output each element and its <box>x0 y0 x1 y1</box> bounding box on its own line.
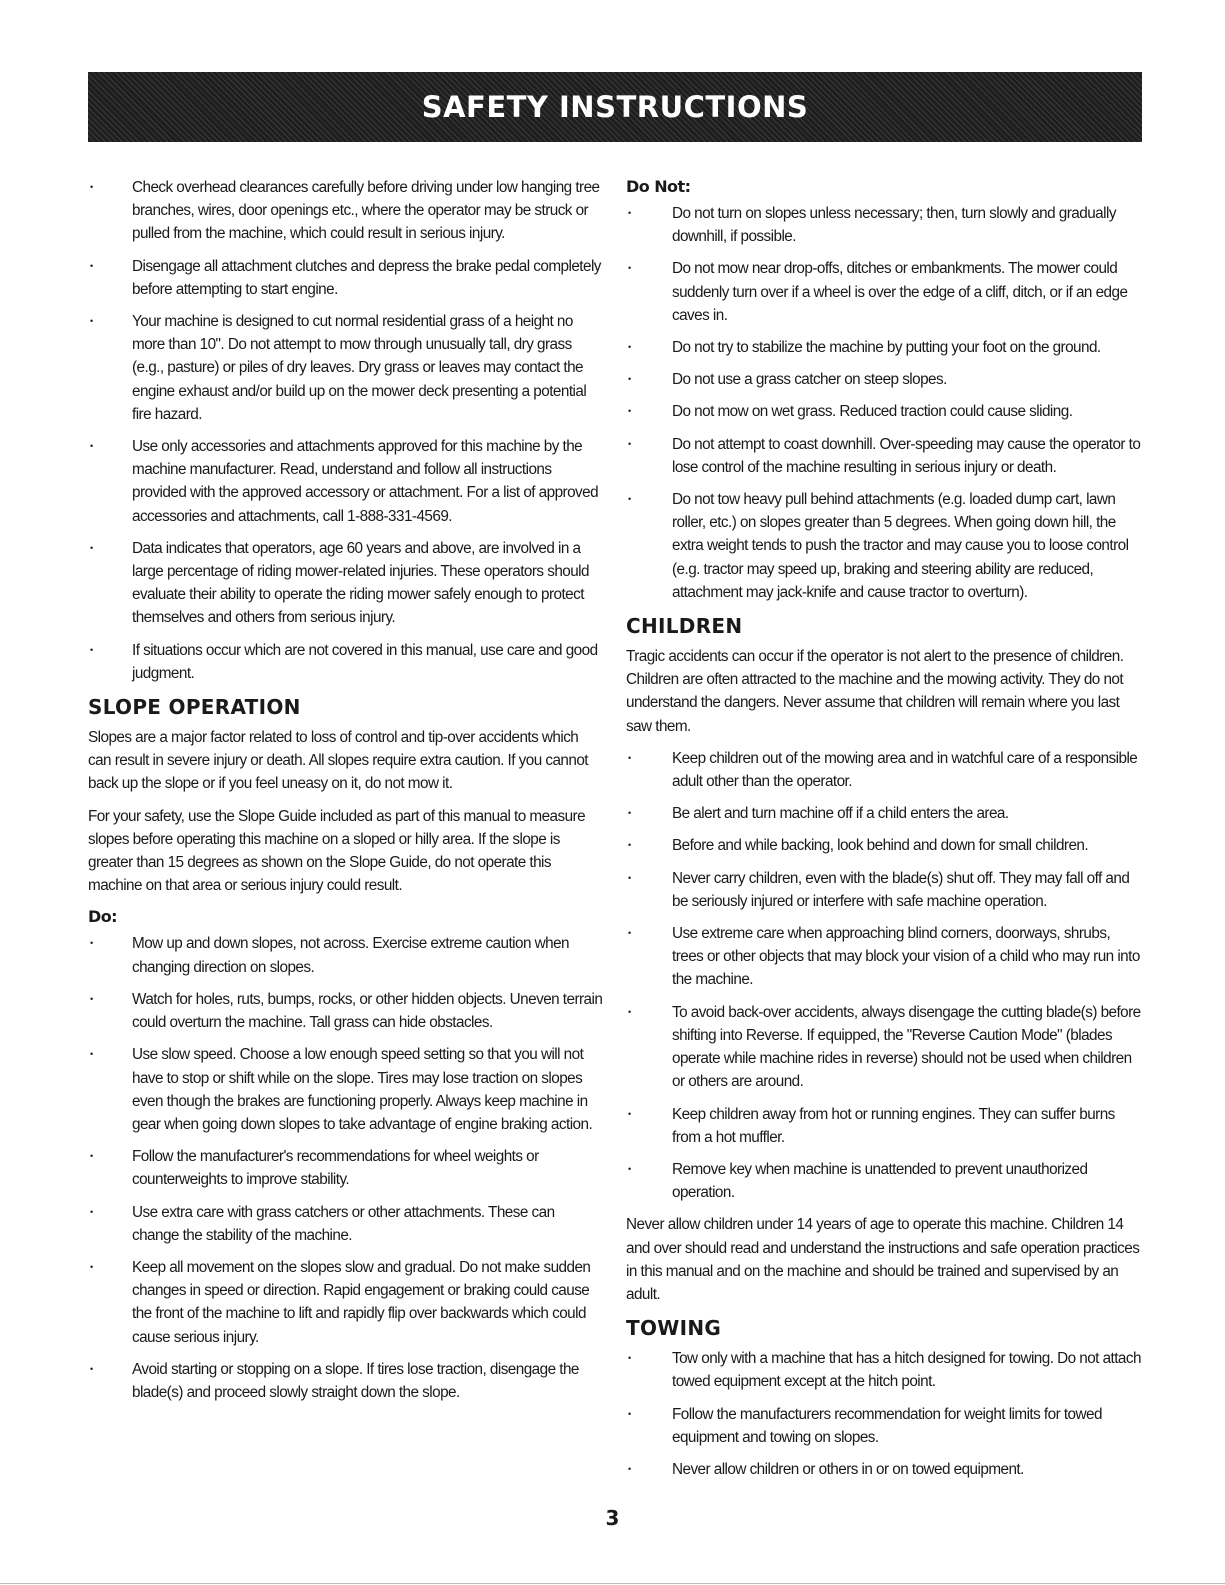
page-title: SAFETY INSTRUCTIONS <box>421 90 809 124</box>
list-item: • Follow the manufacturers recommendation for weight limits for towed equipment and towing on slopes. <box>626 1403 1144 1449</box>
list-item: • Avoid starting or stopping on a slope. If tires lose traction, disengage the blade(s) and proceed slowly straight down the slope. <box>88 1358 604 1404</box>
list-item: • Be alert and turn machine off if a child enters the area. <box>626 802 1144 825</box>
list-item: • Keep all movement on the slopes slow and gradual. Do not make sudden changes in speed or direction. Rapid engagement or braking could cause the front of the machine to lift and rapidly flip over backwards which could cause serious injury. <box>88 1256 604 1349</box>
intro-bullet-list <box>88 176 604 685</box>
list-item: • Follow the manufacturer's recommendations for wheel weights or counterweights to improve stability. <box>88 1145 604 1191</box>
right-column <box>626 176 1144 1490</box>
list-item: • Data indicates that operators, age 60 years and above, are involved in a large percentage of riding mower-related injuries. These operators should evaluate their ability to operate the riding mower safely enough to protect themselves and others from serious injury. <box>88 537 604 630</box>
list-item: • Do not use a grass catcher on steep slopes. <box>626 368 1144 391</box>
do-heading: Do: <box>88 907 118 927</box>
list-item: • Before and while backing, look behind and down for small children. <box>626 834 1144 857</box>
list-item: • Use only accessories and attachments approved for this machine by the machine manufacturer. Read, understand and follow all instructions provided with the approved accessory or attachment. For a list of approved accessories and attachments, call 1-888-331-4569. <box>88 435 604 528</box>
list-item: • Tow only with a machine that has a hitch designed for towing. Do not attach towed equipment except at the hitch point. <box>626 1347 1144 1393</box>
header-banner <box>88 72 1142 142</box>
list-item: • Use extreme care when approaching blind corners, doorways, shrubs, trees or other objects that may block your vision of a child who may run into the machine. <box>626 922 1144 992</box>
left-column <box>88 176 604 1413</box>
list-item: • To avoid back-over accidents, always disengage the cutting blade(s) before shifting into Reverse. If equipped, the "Reverse Caution Mode" (blades operate while machine rides in reverse) should not be used when children or others are around. <box>626 1001 1144 1094</box>
list-item: • Do not attempt to coast downhill. Over-speeding may cause the operator to lose control of the machine resulting in serious injury or death. <box>626 433 1144 479</box>
list-item: • Use extra care with grass catchers or other attachments. These can change the stability of the machine. <box>88 1201 604 1247</box>
list-item: • Do not try to stabilize the machine by putting your foot on the ground. <box>626 336 1144 359</box>
list-item: • Mow up and down slopes, not across. Exercise extreme caution when changing direction on slopes. <box>88 932 604 978</box>
list-item: • Keep children out of the mowing area and in watchful care of a responsible adult other than the operator. <box>626 747 1144 793</box>
list-item: • If situations occur which are not covered in this manual, use care and good judgment. <box>88 639 604 685</box>
page-edge-divider <box>0 1583 1225 1584</box>
list-item: • Check overhead clearances carefully before driving under low hanging tree branches, wires, door openings etc., where the operator may be struck or pulled from the machine, which could result in serious injury. <box>88 176 604 246</box>
do-bullet-list <box>88 932 604 1404</box>
list-item: • Remove key when machine is unattended to prevent unauthorized operation. <box>626 1158 1144 1204</box>
list-item: • Never allow children or others in or on towed equipment. <box>626 1458 1144 1481</box>
list-item: • Do not mow near drop-offs, ditches or embankments. The mower could suddenly turn over if a wheel is over the edge of a cliff, ditch, or if an edge caves in. <box>626 257 1144 327</box>
do-not-heading: Do Not: <box>626 177 691 196</box>
slope-paragraph: Slopes are a major factor related to loss of control and tip-over accidents which can result in severe injury or death. All slopes require extra caution. If you cannot back up the slope or if you feel uneasy on it, do not mow it. <box>88 729 588 793</box>
list-item: • Do not turn on slopes unless necessary; then, turn slowly and gradually downhill, if possible. <box>626 202 1144 248</box>
children-heading: CHILDREN <box>626 614 743 639</box>
list-item: • Your machine is designed to cut normal residential grass of a height no more than 10". Do not attempt to mow through unusually tall, dry grass (e.g., pasture) or piles of dry leaves. Dry grass or leaves may contact the engine exhaust and/or build up on the mower deck presenting a potential fire hazard. <box>88 310 604 426</box>
list-item: • Use slow speed. Choose a low enough speed setting so that you will not have to stop or shift while on the slope. Tires may lose traction on slopes even though the brakes are functioning properly. Always keep machine in gear when going down slopes to take advantage of engine braking action. <box>88 1043 604 1136</box>
children-outro: Never allow children under 14 years of age to operate this machine. Children 14 and over should read and understand the instructions and safe operation practices in this manual and on the machine and should be trained and supervised by an adult. <box>626 1216 1140 1303</box>
list-item: • Never carry children, even with the blade(s) shut off. They may fall off and be seriously injured or interfere with safe machine operation. <box>626 867 1144 913</box>
slope-paragraph: For your safety, use the Slope Guide included as part of this manual to measure slopes before operating this machine on a sloped or hilly area. If the slope is greater than 15 degrees as shown on the Slope Guide, do not operate this machine on that area or serious injury could result. <box>88 807 586 895</box>
page-number: 3 <box>605 1506 620 1530</box>
slope-operation-heading: SLOPE OPERATION <box>88 695 301 720</box>
list-item: • Disengage all attachment clutches and depress the brake pedal completely before attempting to start engine. <box>88 255 604 301</box>
children-bullet-list <box>626 747 1144 1204</box>
children-intro: Tragic accidents can occur if the operator is not alert to the presence of children. Children are often attracted to the machine and the mowing activity. They do not understand the dangers. Never assume that children will remain where you last saw them. <box>626 648 1124 735</box>
towing-heading: TOWING <box>626 1316 722 1341</box>
towing-bullet-list <box>626 1347 1144 1481</box>
list-item: • Do not mow on wet grass. Reduced traction could cause sliding. <box>626 400 1144 423</box>
list-item: • Keep children away from hot or running engines. They can suffer burns from a hot muffler. <box>626 1103 1144 1149</box>
list-item: • Watch for holes, ruts, bumps, rocks, or other hidden objects. Uneven terrain could overturn the machine. Tall grass can hide obstacles. <box>88 988 604 1034</box>
list-item: • Do not tow heavy pull behind attachments (e.g. loaded dump cart, lawn roller, etc.) on slopes greater than 5 degrees. When going down hill, the extra weight tends to push the tractor and may cause you to loose control (e.g. tractor may speed up, braking and steering ability are reduced, attachment may jack-knife and cause tractor to overturn). <box>626 488 1144 604</box>
do-not-bullet-list <box>626 202 1144 604</box>
